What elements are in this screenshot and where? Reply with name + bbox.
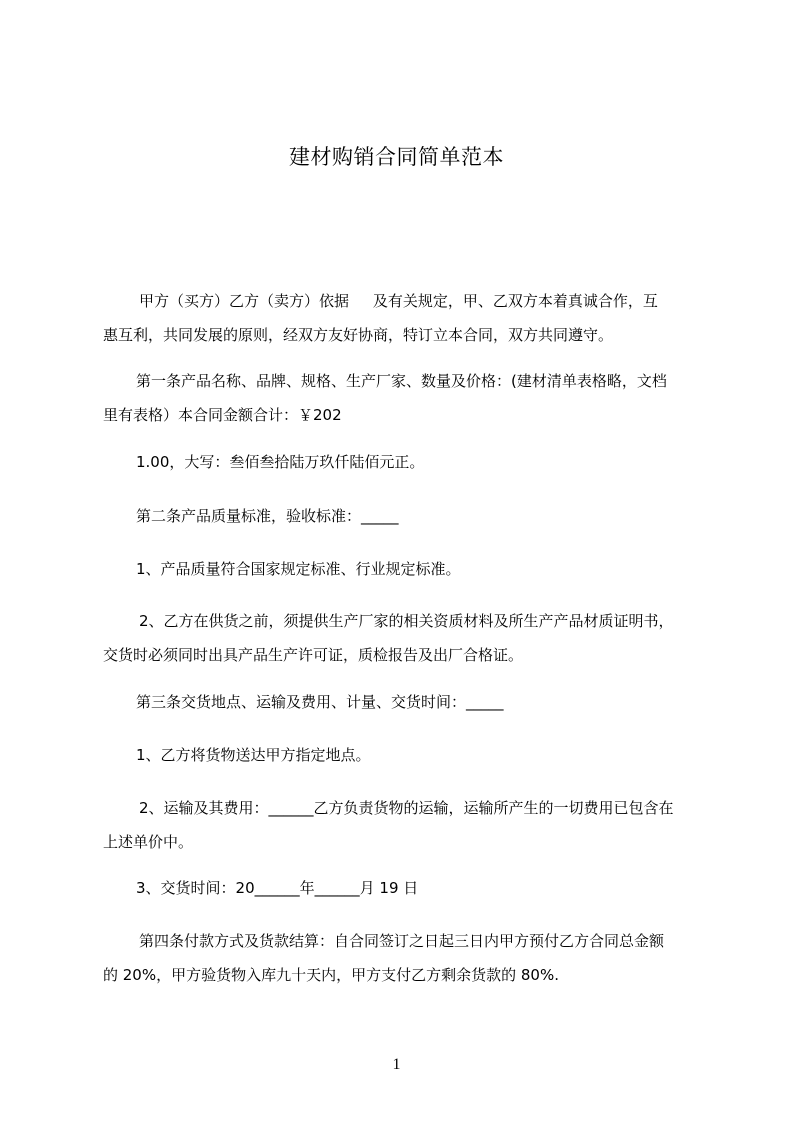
paragraph-line: 交货时必须同时出具产品生产许可证，质检报告及出厂合格证。 bbox=[103, 646, 524, 664]
paragraph-article-3 bbox=[103, 685, 703, 719]
paragraph-line: 甲方（买方）乙方（卖方）依据 及有关规定，甲、乙双方本着真诚合作，互 bbox=[139, 292, 658, 310]
paragraph-line: 第一条产品名称、品牌、规格、生产厂家、数量及价格：(建材清单表格略，文档 bbox=[136, 372, 667, 390]
paragraph-article-2-item-2 bbox=[103, 604, 703, 672]
paragraph-article-1-amount bbox=[103, 445, 703, 479]
paragraph-line: 1、乙方将货物送达甲方指定地点。 bbox=[136, 746, 371, 764]
paragraph-line: 1.00，大写：叁佰叁拾陆万玖仟陆佰元正。 bbox=[136, 453, 425, 471]
paragraph-article-2-item-1 bbox=[103, 552, 703, 586]
paragraph-article-3-item-3 bbox=[103, 871, 703, 905]
paragraph-line: 第四条付款方式及货款结算：自合同签订之日起三日内甲方预付乙方合同总金额 bbox=[139, 932, 665, 950]
page-number: 1 bbox=[392, 1056, 401, 1073]
paragraph-article-2 bbox=[103, 499, 703, 533]
paragraph-line: 第二条产品质量标准，验收标准：_____ bbox=[136, 507, 399, 525]
document-title: 建材购销合同简单范本 bbox=[289, 145, 504, 169]
paragraph-line: 里有表格）本合同金额合计：￥202 bbox=[103, 406, 342, 424]
paragraph-article-3-item-1 bbox=[103, 738, 703, 772]
paragraph-line: 第三条交货地点、运输及费用、计量、交货时间：_____ bbox=[136, 693, 504, 711]
paragraph-line: 1、产品质量符合国家规定标准、行业规定标准。 bbox=[136, 560, 461, 578]
paragraph-article-1 bbox=[103, 364, 703, 432]
paragraph-line: 3、交货时间：20______年______月 19 日 bbox=[136, 879, 419, 897]
paragraph-line: 惠互利，共同发展的原则，经双方友好协商，特订立本合同，双方共同遵守。 bbox=[103, 326, 614, 344]
paragraph-line: 的 20%，甲方验货物入库九十天内，甲方支付乙方剩余货款的 80%. bbox=[103, 966, 559, 984]
paragraph-line: 2、乙方在供货之前，须提供生产厂家的相关资质材料及所生产产品材质证明书， bbox=[139, 612, 674, 630]
paragraph-article-4 bbox=[103, 924, 703, 992]
paragraph-line: 2、运输及其费用：______乙方负责货物的运输，运输所产生的一切费用已包含在 bbox=[139, 799, 674, 817]
paragraph-intro bbox=[103, 284, 703, 352]
paragraph-line: 上述单价中。 bbox=[103, 833, 194, 851]
paragraph-article-3-item-2 bbox=[103, 791, 703, 859]
